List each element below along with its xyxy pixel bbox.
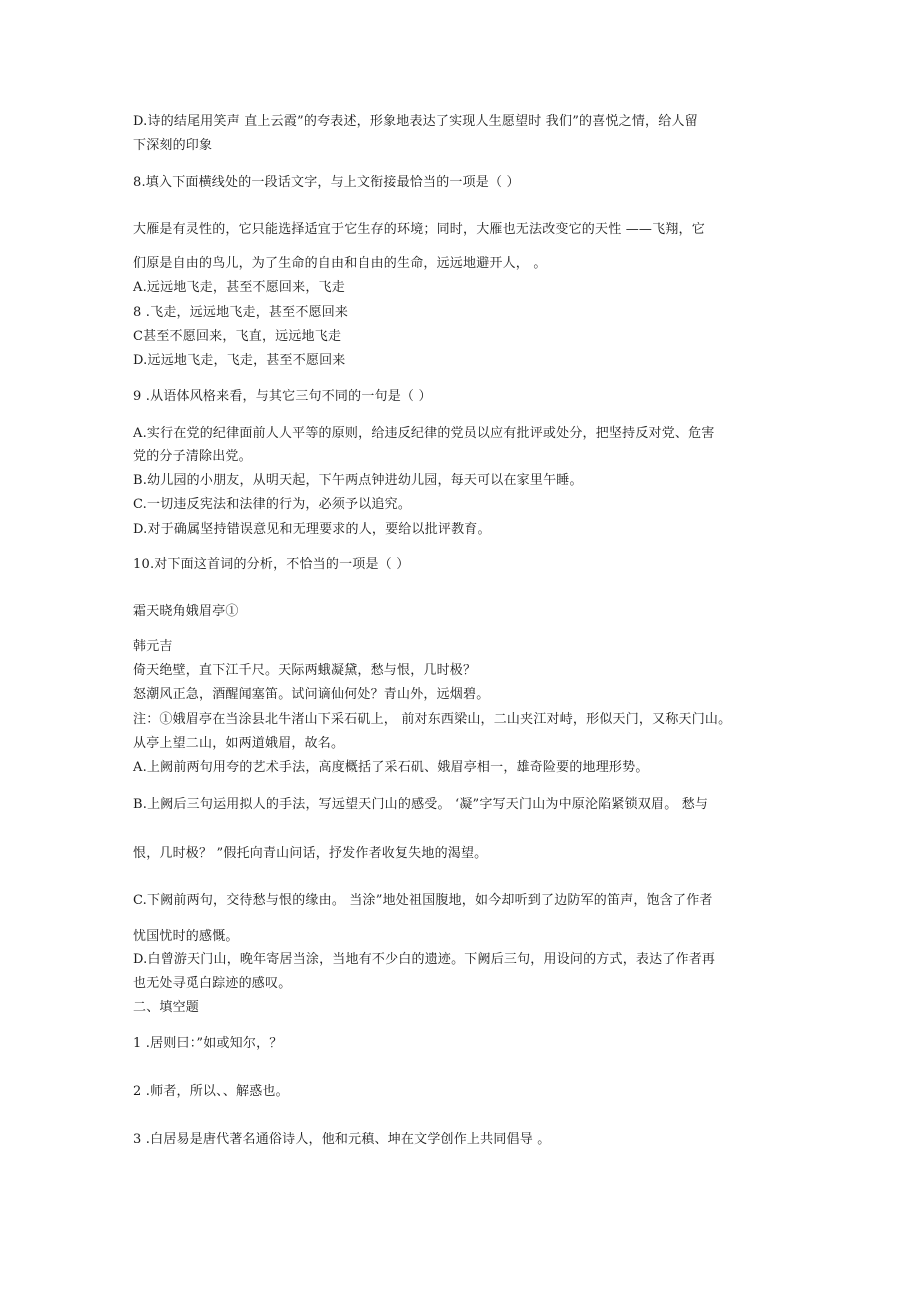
- q9-option-d: D.对于确属坚持错误意见和无理要求的人，要给以批评教育。: [133, 522, 491, 537]
- option-d-line-1: D.诗的结尾用笑声 直上云霞”的夸表述，形象地表达了实现人生愿望时 我们”的喜悦之情，给人留: [133, 114, 698, 129]
- q8-passage-line-1: 大雁是有灵性的，它只能选择适宜于它生存的环境；同时，大雁也无法改变它的天性 ——飞翔，它: [133, 222, 705, 237]
- fill-blank-2: 2 .师者，所以、、解惑也。: [133, 1084, 289, 1099]
- option-d-line-2: 下深刻的印象: [133, 138, 213, 153]
- q8-passage-line-2: 们原是自由的鸟儿，为了生命的自由和自由的生命，远远地避开人， 。: [133, 256, 547, 271]
- poem-line-2: 怒潮风正急，酒醒闻塞笛。试问谪仙何处？青山外，远烟碧。: [133, 687, 490, 702]
- q8-option-c: C甚至不愿回来，飞直，远远地飞走: [133, 329, 342, 344]
- question-10: 10.对下面这首词的分析，不恰当的一项是（ ）: [133, 557, 410, 572]
- q8-option-a: A.远远地飞走，甚至不愿回来，飞走: [133, 280, 345, 295]
- q10-option-d-line-1: D.白曾游天门山，晚年寄居当涂，当地有不少白的遗迹。下阙后三句，用设问的方式，表达了作者再: [133, 952, 716, 967]
- poem-title: 霜天晓角娥眉亭①: [133, 604, 239, 619]
- poem-author: 韩元吉: [133, 639, 173, 654]
- poem-note-line-2: 从亭上望二山，如两道娥眉，故名。: [133, 736, 345, 751]
- q9-option-c: C.一切违反宪法和法律的行为，必须予以追究。: [133, 497, 412, 512]
- q8-option-d: D.远远地飞走，飞走，甚至不愿回来: [133, 353, 346, 368]
- question-8: 8.填入下面横线处的一段话文字，与上文衔接最恰当的一项是（ ）: [133, 175, 520, 190]
- q10-option-c-line-1: C.下阙前两句，交待愁与恨的缘由。 当涂”地处祖国腹地，如今却听到了边防军的笛声，饱含了作者: [133, 893, 713, 908]
- q8-option-b: 8 .飞走，远远地飞走，甚至不愿回来: [133, 305, 349, 320]
- question-9: 9 .从语体风格来看，与其它三句不同的一句是（ ）: [133, 389, 432, 404]
- q10-option-b-line-2: 恨，几时极？ ”假托向青山问话，抒发作者收复失地的渴望。: [133, 846, 488, 861]
- q10-option-c-line-2: 忧国忧时的感慨。: [133, 929, 239, 944]
- q10-option-d-line-2: 也无处寻觅白踪迹的感叹。: [133, 976, 292, 991]
- q10-option-b-line-1: B.上阙后三句运用拟人的手法，写远望天门山的感受。 ‘凝”字写天门山为中原沦陷紧锁双眉。 愁与: [133, 797, 709, 812]
- fill-blank-3: 3 .白居易是唐代著名通俗诗人，他和元稹、坤在文学创作上共同倡导 。: [133, 1132, 551, 1147]
- fill-blank-1: 1 .居则曰：”如或知尔，？: [133, 1036, 283, 1051]
- q9-option-b: B.幼儿园的小朋友，从明天起，下午两点钟进幼儿园，每天可以在家里午睡。: [133, 473, 583, 488]
- section-heading-fill-blank: 二、填空题: [133, 1000, 200, 1015]
- poem-note-line-1: 注：①娥眉亭在当涂县北牛渚山下采石矶上， 前对东西梁山，二山夹江对峙，形似天门，又称天门山。: [133, 712, 732, 727]
- poem-line-1: 倚天绝壁，直下江千尺。天际两蛾凝黛，愁与恨，几时极？: [133, 663, 477, 678]
- q9-option-a-line-1: A.实行在党的纪律面前人人平等的原则，给违反纪律的党员以应有批评或处分，把坚持反对党、危害: [133, 426, 715, 441]
- q10-option-a: A.上阙前两句用夸的艺术手法，高度概括了采石矶、娥眉亭相一，雄奇险要的地理形势。: [133, 760, 649, 775]
- q9-option-a-line-2: 党的分子清除出党。: [133, 449, 252, 464]
